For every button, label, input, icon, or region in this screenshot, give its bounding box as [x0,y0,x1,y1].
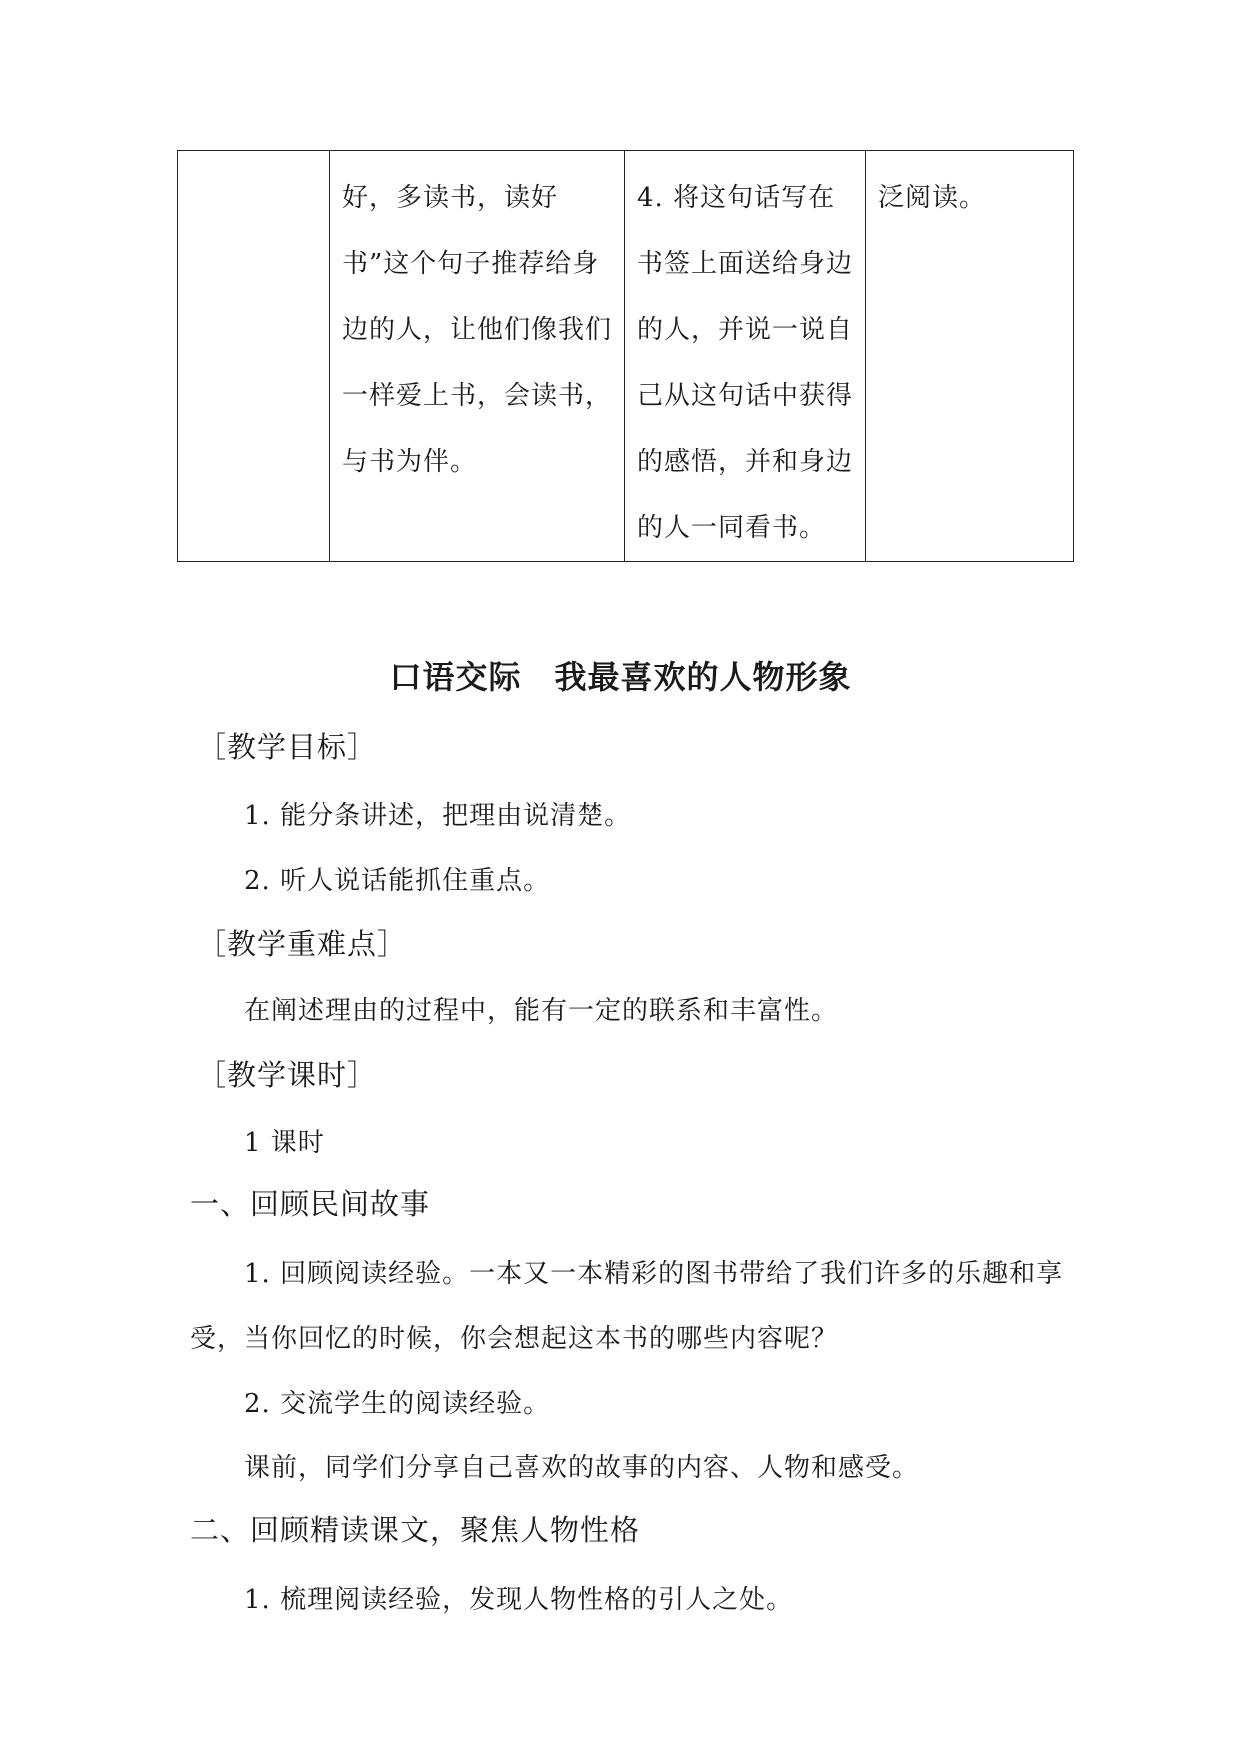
class-hours-text: 1 课时 [244,1128,325,1158]
part1-paragraph-3: 课前，同学们分享自己喜欢的故事的内容、人物和感受。 [244,1453,920,1483]
class-hours-heading: ［教学课时］ [197,1058,378,1092]
goal-item-1: 1. 能分条讲述，把理由说清楚。 [244,801,632,831]
table-cell-4: 泛阅读。 [866,151,1074,562]
table-row [178,151,1074,562]
goals-heading: ［教学目标］ [197,730,378,764]
part1-paragraph-2: 2. 交流学生的阅读经验。 [244,1389,551,1419]
part1-paragraph-1b: 受，当你回忆的时候，你会想起这本书的哪些内容呢？ [190,1324,839,1354]
table-cell-2: 好，多读书，读好书”这个句子推荐给身边的人，让他们像我们一样爱上书，会读书，与书为伴。 [330,151,625,562]
table-cell-1 [178,151,330,562]
goal-item-2: 2. 听人说话能抓住重点。 [244,866,551,896]
key-points-heading: ［教学重难点］ [197,927,408,961]
part1-heading: 一、回顾民间故事 [190,1187,431,1221]
key-points-text: 在阐述理由的过程中，能有一定的联系和丰富性。 [244,996,839,1026]
part2-paragraph-1: 1. 梳理阅读经验，发现人物性格的引人之处。 [244,1585,794,1615]
lesson-table [177,150,1074,562]
table-cell-3: 4. 将这句话写在书签上面送给身边的人，并说一说自己从这句话中获得的感悟，并和身边的人一同看书。 [625,151,866,562]
part1-paragraph-1a: 1. 回顾阅读经验。一本又一本精彩的图书带给了我们许多的乐趣和享 [244,1259,1064,1289]
part2-heading: 二、回顾精读课文，聚焦人物性格 [190,1513,641,1547]
page-title: 口语交际 我最喜欢的人物形象 [389,658,852,696]
